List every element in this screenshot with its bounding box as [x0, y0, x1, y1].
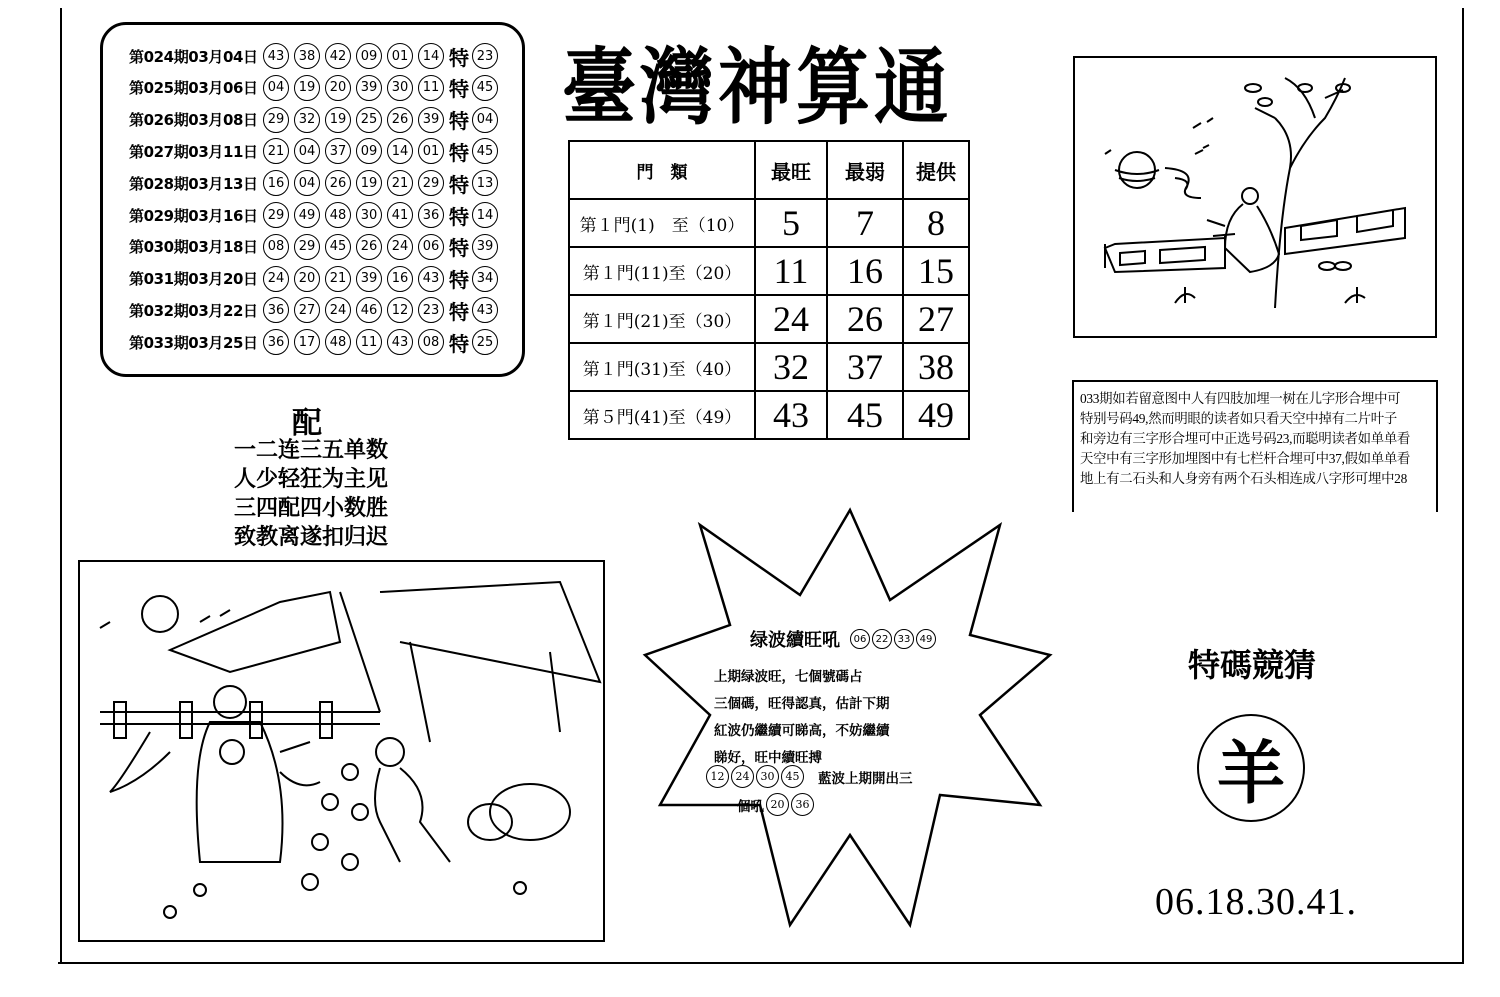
special-number-ball: 23 — [472, 43, 498, 69]
number-ball: 43 — [418, 266, 444, 292]
number-ball: 20 — [766, 793, 789, 816]
provided-cell: 38 — [903, 343, 969, 391]
category-table — [568, 140, 970, 440]
table-row — [569, 343, 969, 391]
number-ball: 25 — [356, 107, 382, 133]
number-ball: 20 — [325, 75, 351, 101]
number-ball: 48 — [325, 329, 351, 355]
star-line: 睇好，旺中續旺搏 — [714, 750, 822, 766]
number-ball: 29 — [263, 107, 289, 133]
number-ball: 27 — [294, 297, 320, 323]
table-header-row — [569, 141, 969, 199]
poem-line: 人少轻狂为主见 — [234, 466, 389, 492]
special-number-ball: 14 — [472, 202, 498, 228]
zodiac-badge: 羊 — [1197, 714, 1305, 822]
provided-cell: 49 — [903, 391, 969, 439]
special-marker: 特 — [449, 140, 469, 165]
special-marker: 特 — [449, 77, 469, 102]
number-ball: 08 — [263, 234, 289, 260]
number-ball: 14 — [387, 138, 413, 164]
number-ball: 12 — [387, 297, 413, 323]
draw-date-label: 第024期03月04日 — [129, 47, 258, 66]
number-ball: 20 — [294, 266, 320, 292]
draw-date-label: 第028期03月13日 — [129, 174, 258, 193]
number-ball: 36 — [791, 793, 814, 816]
special-number-ball: 34 — [472, 266, 498, 292]
special-number-ball: 43 — [472, 297, 498, 323]
number-ball: 39 — [356, 75, 382, 101]
number-ball: 37 — [325, 138, 351, 164]
coldest-cell: 26 — [827, 295, 903, 343]
history-panel — [100, 22, 525, 377]
history-row — [129, 74, 503, 102]
hint-line: 特别号码49,然而明眼的读者如只看天空中掉有二片叶子 — [1080, 411, 1397, 426]
history-row — [129, 265, 503, 293]
special-marker: 特 — [449, 45, 469, 70]
range-cell: 第１門(1) 至（10） — [569, 199, 755, 247]
coldest-cell: 16 — [827, 247, 903, 295]
number-ball: 32 — [294, 107, 320, 133]
number-ball: 38 — [294, 43, 320, 69]
hint-line: 033期如若留意图中人有四肢加埋一树在儿字形合埋中可 — [1080, 391, 1401, 406]
number-ball: 36 — [418, 202, 444, 228]
number-ball: 12 — [706, 765, 729, 788]
number-ball: 21 — [387, 170, 413, 196]
number-ball: 30 — [387, 75, 413, 101]
star-title-row — [750, 626, 936, 652]
hottest-cell: 5 — [755, 199, 827, 247]
blue-wave-row — [704, 765, 913, 788]
hint-note — [1072, 380, 1438, 512]
star-title: 绿波續旺吼 — [750, 630, 840, 651]
page-title: 臺灣神算通 — [562, 39, 952, 137]
number-ball: 09 — [356, 43, 382, 69]
history-row — [129, 169, 503, 197]
range-cell: 第１門(11)至（20） — [569, 247, 755, 295]
special-marker: 特 — [449, 204, 469, 229]
number-ball: 16 — [263, 170, 289, 196]
number-ball: 26 — [387, 107, 413, 133]
number-ball: 36 — [263, 329, 289, 355]
number-ball: 26 — [356, 234, 382, 260]
header-provided: 提供 — [903, 141, 969, 199]
history-row — [129, 233, 503, 261]
draw-date-label: 第029期03月16日 — [129, 206, 258, 225]
number-ball: 21 — [325, 266, 351, 292]
number-ball: 39 — [356, 266, 382, 292]
table-row — [569, 199, 969, 247]
coldest-cell: 37 — [827, 343, 903, 391]
draw-date-label: 第030期03月18日 — [129, 238, 258, 257]
table-row — [569, 391, 969, 439]
number-ball: 11 — [418, 75, 444, 101]
poem-heading: 配 — [292, 406, 322, 441]
hottest-cell: 11 — [755, 247, 827, 295]
blue-wave-text-2: 個吼 — [737, 798, 764, 815]
hint-line: 地上有二石头和人身旁有两个石头相连成八字形可埋中28 — [1080, 471, 1407, 486]
number-ball: 09 — [356, 138, 382, 164]
number-ball: 06 — [850, 629, 870, 649]
draw-date-label: 第031期03月20日 — [129, 270, 258, 289]
star-line: 紅波仍繼續可睇高，不妨繼續 — [714, 723, 890, 739]
special-guess-label: 特碼競猜 — [1188, 646, 1317, 684]
special-marker: 特 — [449, 331, 469, 356]
draw-date-label: 第025期03月06日 — [129, 79, 258, 98]
number-ball: 49 — [294, 202, 320, 228]
hottest-cell: 43 — [755, 391, 827, 439]
number-ball: 04 — [263, 75, 289, 101]
history-row — [129, 201, 503, 229]
table-row — [569, 295, 969, 343]
number-ball: 04 — [294, 170, 320, 196]
number-ball: 04 — [294, 138, 320, 164]
monk-under-tree-illustration — [1073, 56, 1437, 338]
hottest-cell: 24 — [755, 295, 827, 343]
special-number-ball: 13 — [472, 170, 498, 196]
poem-line: 一二连三五单数 — [234, 437, 389, 463]
range-cell: 第５門(41)至（49） — [569, 391, 755, 439]
special-marker: 特 — [449, 109, 469, 134]
hint-line: 和旁边有三字形合埋可中正选号码23,而聪明读者如单单看 — [1080, 431, 1411, 446]
special-number-ball: 45 — [472, 75, 498, 101]
range-cell: 第１門(21)至（30） — [569, 295, 755, 343]
star-line: 上期绿波旺，七個號碼占 — [714, 669, 863, 685]
provided-cell: 27 — [903, 295, 969, 343]
number-ball: 19 — [294, 75, 320, 101]
header-coldest: 最弱 — [827, 141, 903, 199]
special-marker: 特 — [449, 268, 469, 293]
poem — [234, 436, 388, 552]
special-marker: 特 — [449, 236, 469, 261]
draw-date-label: 第026期03月08日 — [129, 111, 258, 130]
number-ball: 19 — [356, 170, 382, 196]
number-ball: 11 — [356, 329, 382, 355]
range-cell: 第１門(31)至（40） — [569, 343, 755, 391]
hottest-cell: 32 — [755, 343, 827, 391]
number-ball: 30 — [356, 202, 382, 228]
number-ball: 21 — [263, 138, 289, 164]
frame-bottom-line — [58, 962, 1464, 964]
history-row — [129, 296, 503, 324]
special-marker: 特 — [449, 299, 469, 324]
coldest-cell: 45 — [827, 391, 903, 439]
history-row — [129, 42, 503, 70]
header-hottest: 最旺 — [755, 141, 827, 199]
number-ball: 19 — [325, 107, 351, 133]
poem-line: 致教离遂扣归迟 — [234, 524, 389, 550]
number-ball: 45 — [781, 765, 804, 788]
number-ball: 49 — [916, 629, 936, 649]
number-ball: 14 — [418, 43, 444, 69]
blue-wave-text: 藍波上期開出三 — [818, 770, 913, 787]
fortune-teller-illustration — [78, 560, 605, 942]
number-ball: 01 — [387, 43, 413, 69]
number-ball: 23 — [418, 297, 444, 323]
number-ball: 24 — [387, 234, 413, 260]
number-ball: 29 — [418, 170, 444, 196]
number-ball: 01 — [418, 138, 444, 164]
draw-date-label: 第033期03月25日 — [129, 333, 258, 352]
number-ball: 41 — [387, 202, 413, 228]
special-number-ball: 45 — [472, 138, 498, 164]
number-ball: 06 — [418, 234, 444, 260]
number-ball: 24 — [731, 765, 754, 788]
history-row — [129, 137, 503, 165]
number-ball: 43 — [387, 329, 413, 355]
hint-line: 天空中有三字形加埋图中有七栏杆合埋可中37,假如单单看 — [1080, 451, 1411, 466]
provided-cell: 8 — [903, 199, 969, 247]
number-ball: 45 — [325, 234, 351, 260]
number-ball: 26 — [325, 170, 351, 196]
number-ball: 36 — [263, 297, 289, 323]
number-ball: 29 — [263, 202, 289, 228]
number-ball: 39 — [418, 107, 444, 133]
star-text — [714, 664, 890, 772]
number-ball: 43 — [263, 43, 289, 69]
number-ball: 17 — [294, 329, 320, 355]
number-ball: 16 — [387, 266, 413, 292]
table-row — [569, 247, 969, 295]
number-ball: 46 — [356, 297, 382, 323]
special-marker: 特 — [449, 172, 469, 197]
draw-date-label: 第032期03月22日 — [129, 301, 258, 320]
guess-numbers: 06.18.30.41. — [1155, 881, 1357, 923]
header-category: 門 類 — [569, 141, 755, 199]
number-ball: 22 — [872, 629, 892, 649]
special-number-ball: 39 — [472, 234, 498, 260]
frame-right-line — [1462, 8, 1464, 963]
coldest-cell: 7 — [827, 199, 903, 247]
star-line: 三個碼，旺得認真，估計下期 — [714, 696, 890, 712]
draw-date-label: 第027期03月11日 — [129, 142, 258, 161]
history-row — [129, 328, 503, 356]
frame-left-line — [60, 8, 62, 963]
number-ball: 42 — [325, 43, 351, 69]
number-ball: 24 — [325, 297, 351, 323]
number-ball: 08 — [418, 329, 444, 355]
poem-line: 三四配四小数胜 — [234, 495, 389, 521]
number-ball: 48 — [325, 202, 351, 228]
history-row — [129, 106, 503, 134]
provided-cell: 15 — [903, 247, 969, 295]
number-ball: 29 — [294, 234, 320, 260]
number-ball: 24 — [263, 266, 289, 292]
number-ball: 33 — [894, 629, 914, 649]
number-ball: 30 — [756, 765, 779, 788]
special-number-ball: 04 — [472, 107, 498, 133]
special-number-ball: 25 — [472, 329, 498, 355]
blue-wave-row-2 — [737, 793, 814, 816]
